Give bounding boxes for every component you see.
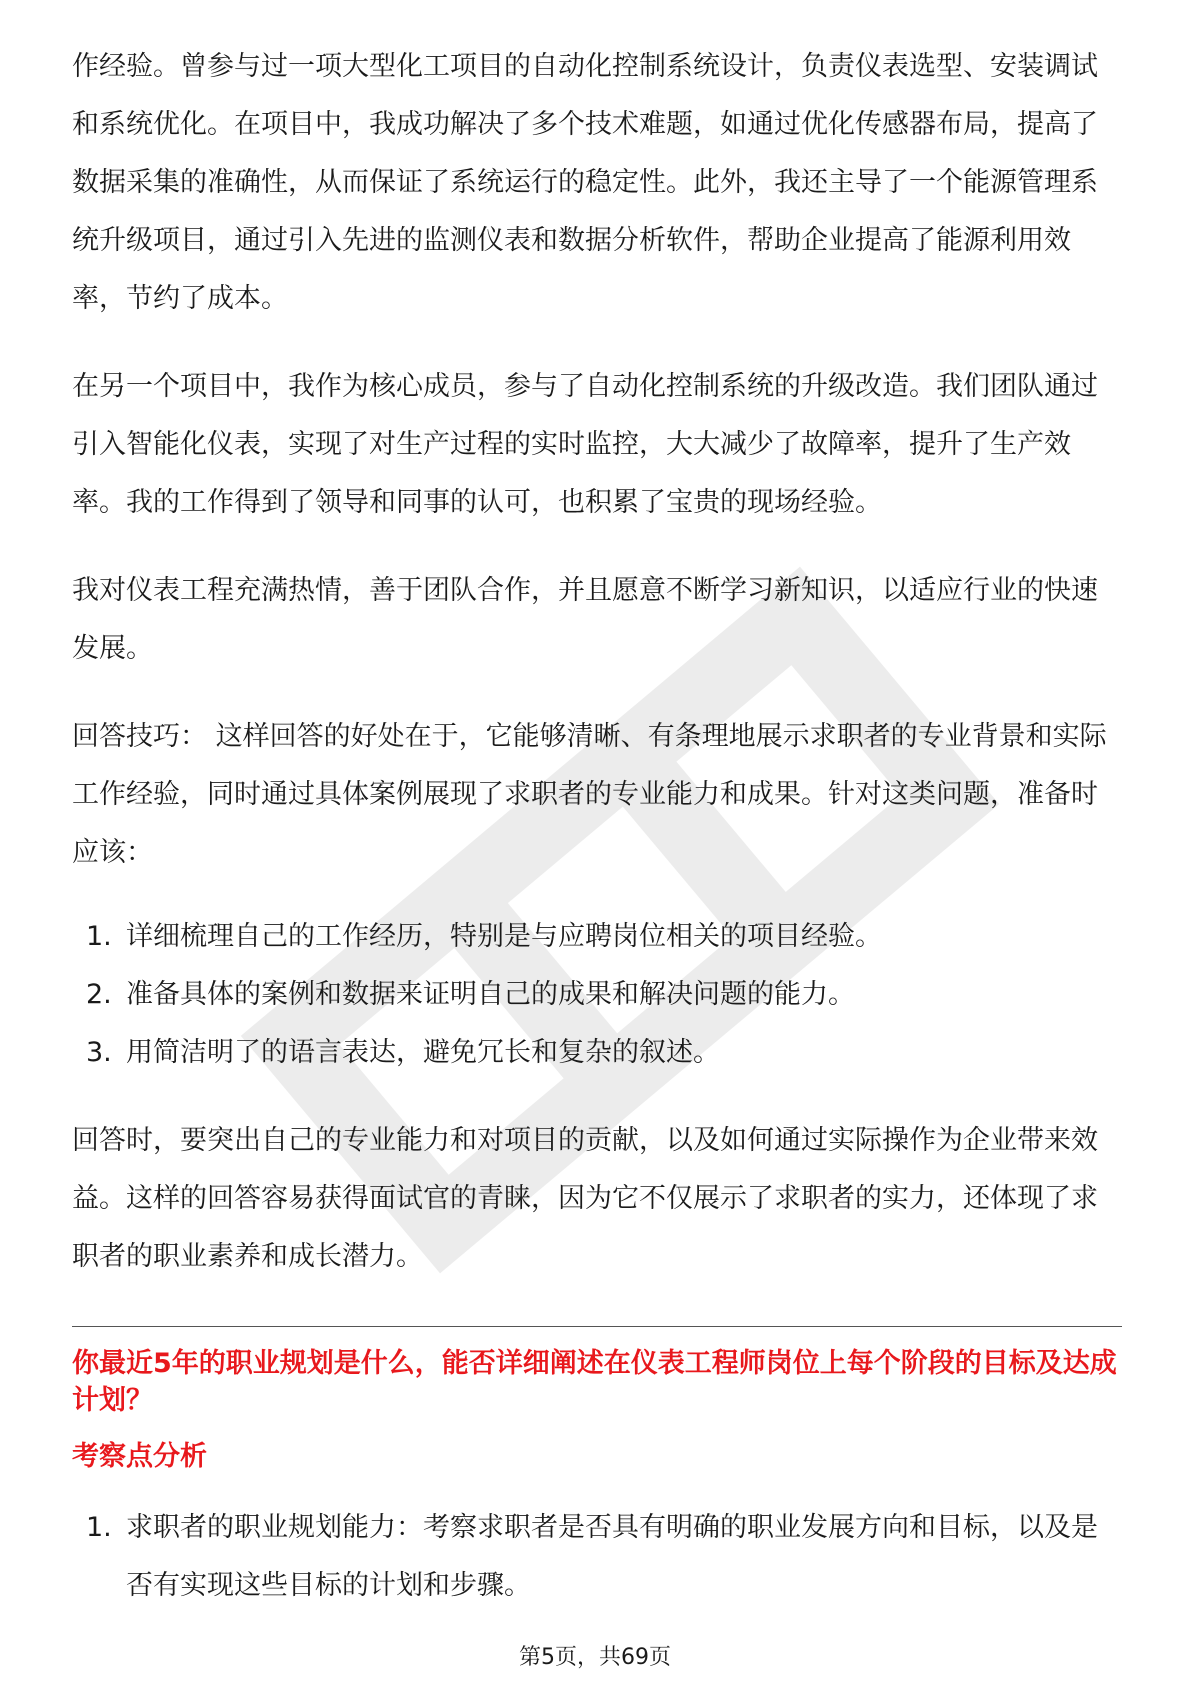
page-footer: 第5页，共69页 — [519, 1645, 671, 1670]
main-content — [72, 38, 1122, 1645]
list-item-number: 1. — [86, 921, 112, 952]
list-item-text: 用简洁明了的语言表达，避免冗长和复杂的叙述。 — [126, 1037, 720, 1068]
analysis-section-title: 考察点分析 — [72, 1441, 207, 1472]
answer-tips-paragraph: 回答技巧： 这样回答的好处在于，它能够清晰、有条理地展示求职者的专业背景和实际工作经验，同时通过具体案例展现了求职者的专业能力和成果。针对这类问题，准备时应该： — [72, 721, 1107, 868]
list-item-text: 求职者的职业规划能力：考察求职者是否具有明确的职业发展方向和目标，以及是否有实现这些目标的计划和步骤。 — [126, 1512, 1098, 1601]
closing-paragraph: 回答时，要突出自己的专业能力和对项目的贡献，以及如何通过实际操作为企业带来效益。这样的回答容易获得面试官的青睐，因为它不仅展示了求职者的实力，还体现了求职者的职业素养和成长潜力。 — [72, 1125, 1098, 1272]
list-item — [72, 908, 1122, 966]
tips-list — [72, 908, 1122, 1082]
answer-paragraph-2: 在另一个项目中，我作为核心成员，参与了自动化控制系统的升级改造。我们团队通过引入智能化仪表，实现了对生产过程的实时监控，大大减少了故障率，提升了生产效率。我的工作得到了领导和同事的认可，也积累了宝贵的现场经验。 — [72, 371, 1098, 518]
list-item-number: 2. — [86, 979, 112, 1010]
list-item — [72, 966, 1122, 1024]
answer-paragraph-3: 我对仪表工程充满热情，善于团队合作，并且愿意不断学习新知识，以适应行业的快速发展。 — [72, 575, 1098, 664]
list-item-number: 1. — [86, 1512, 112, 1543]
question-title: 你最近5年的职业规划是什么，能否详细阐述在仪表工程师岗位上每个阶段的目标及达成计划？ — [72, 1348, 1117, 1416]
answer-paragraph-1: 作经验。曾参与过一项大型化工项目的自动化控制系统设计，负责仪表选型、安装调试和系统优化。在项目中，我成功解决了多个技术难题，如通过优化传感器布局，提高了数据采集的准确性，从而保证了系统运行的稳定性。此外，我还主导了一个能源管理系统升级项目，通过引入先进的监测仪表和数据分析软件，帮助企业提高了能源利用效率，节约了成本。 — [72, 51, 1098, 314]
section-divider — [72, 1326, 1122, 1327]
analysis-points-list — [72, 1499, 1122, 1615]
list-item — [72, 1024, 1122, 1082]
list-item — [72, 1499, 1122, 1615]
list-item-number: 3. — [86, 1037, 112, 1068]
list-item-text: 准备具体的案例和数据来证明自己的成果和解决问题的能力。 — [126, 979, 855, 1010]
list-item-text: 详细梳理自己的工作经历，特别是与应聘岗位相关的项目经验。 — [126, 921, 882, 952]
